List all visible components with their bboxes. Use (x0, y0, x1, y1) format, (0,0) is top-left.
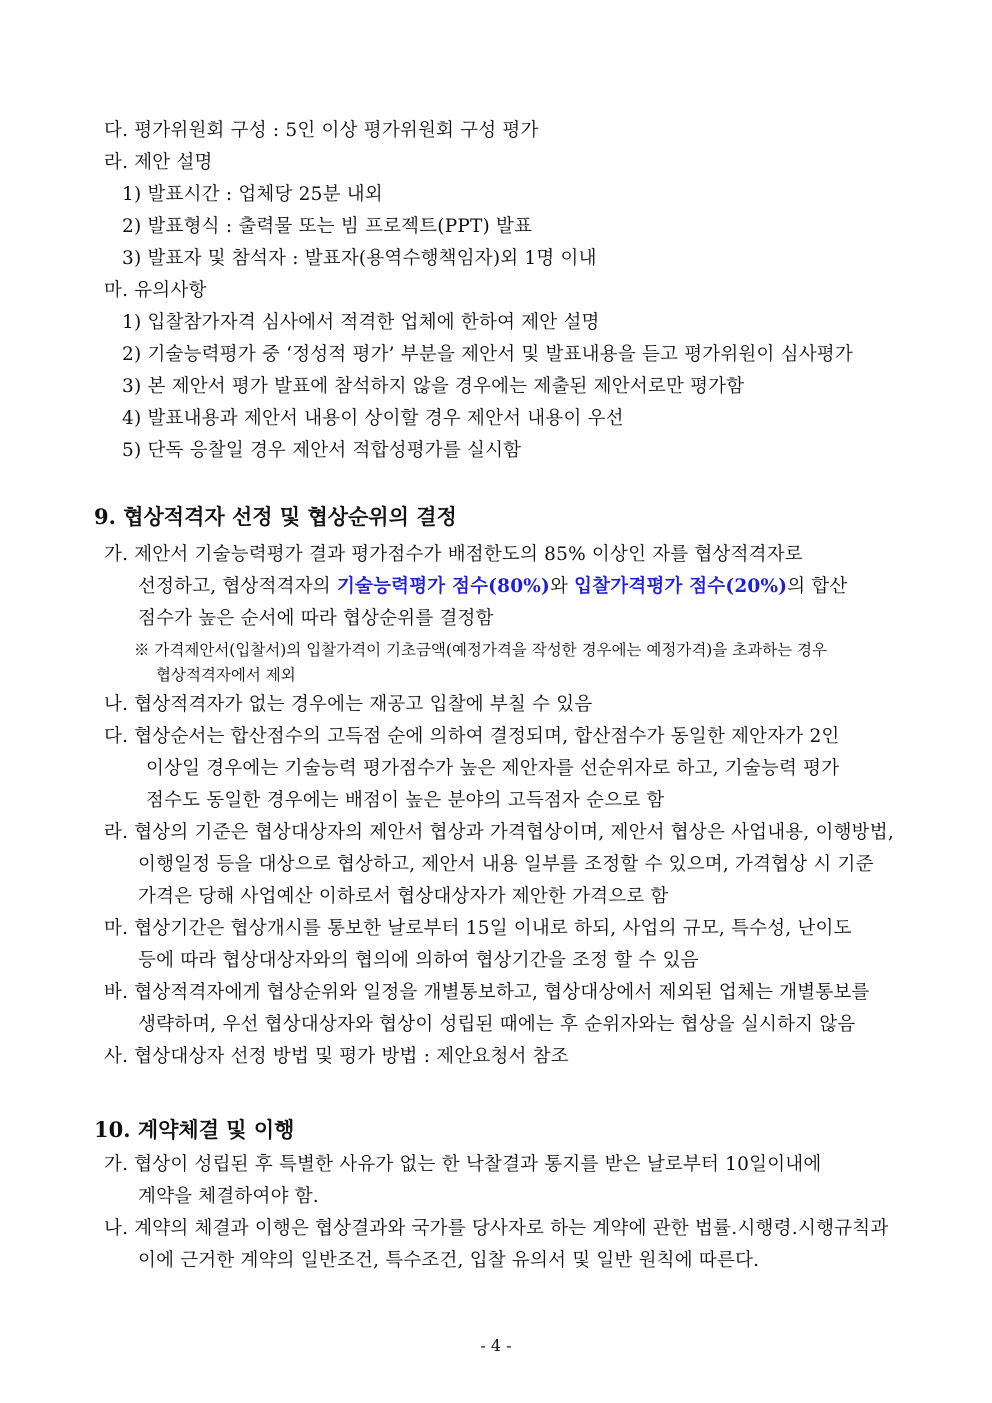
s9-na: 나. 협상적격자가 없는 경우에는 재공고 입찰에 부칠 수 있음 (104, 694, 593, 715)
s9-note-line-2: 협상적격자에서 제외 (156, 666, 296, 684)
s10-ga-line-2: 계약을 체결하여야 함. (138, 1186, 319, 1207)
section-9-heading: 9. 협상적격자 선정 및 협상순위의 결정 (94, 504, 457, 529)
subitem-presentation-format: 2) 발표형식 : 출력물 또는 빔 프로젝트(PPT) 발표 (122, 216, 533, 237)
s9-ra-line-2: 이행일정 등을 대상으로 협상하고, 제안서 내용 일부를 조정할 수 있으며, 가격협상 시 기준 (138, 854, 874, 875)
s10-ga-line-1: 가. 협상이 성립된 후 특별한 사유가 없는 한 낙찰결과 통지를 받은 날로부터 10일이내에 (104, 1154, 822, 1175)
s9-ga-line-2-mid: 와 (550, 576, 575, 597)
s9-ga-line-3: 점수가 높은 순서에 따라 협상순위를 결정함 (138, 608, 494, 629)
s9-da-line-3: 점수도 동일한 경우에는 배점이 높은 분야의 고득점자 순으로 함 (146, 790, 665, 811)
s9-ga-line-2-post: 의 합산 (787, 576, 848, 597)
item-ma-notes: 마. 유의사항 (104, 280, 207, 301)
s9-ma-line-2: 등에 따라 협상대상자와의 협의에 의하여 협상기간을 조정 할 수 있음 (138, 950, 699, 971)
subitem-note-5: 5) 단독 응찰일 경우 제안서 적합성평가를 실시함 (122, 440, 522, 461)
section-10-heading: 10. 계약체결 및 이행 (94, 1117, 295, 1142)
subitem-note-4: 4) 발표내용과 제안서 내용이 상이할 경우 제안서 내용이 우선 (122, 408, 624, 429)
s9-ra-line-1: 라. 협상의 기준은 협상대상자의 제안서 협상과 가격협상이며, 제안서 협상은 사업내용, 이행방법, (104, 822, 894, 843)
s9-sa: 사. 협상대상자 선정 방법 및 평가 방법 : 제안요청서 참조 (104, 1046, 569, 1067)
tech-score-highlight: 기술능력평가 점수(80%) (336, 576, 550, 597)
item-da-evaluation-committee: 다. 평가위원회 구성 : 5인 이상 평가위원회 구성 평가 (104, 120, 539, 141)
s9-ga-line-1: 가. 제안서 기술능력평가 결과 평가점수가 배점한도의 85% 이상인 자를 협상적격자로 (104, 544, 803, 565)
subitem-presentation-time: 1) 발표시간 : 업체당 25분 내외 (122, 184, 383, 205)
page-number: - 4 - (480, 1336, 512, 1355)
subitem-presenters: 3) 발표자 및 참석자 : 발표자(용역수행책임자)외 1명 이내 (122, 248, 597, 269)
s9-ma-line-1: 마. 협상기간은 협상개시를 통보한 날로부터 15일 이내로 하되, 사업의 규모, 특수성, 난이도 (104, 918, 852, 939)
subitem-note-1: 1) 입찰참가자격 심사에서 적격한 업체에 한하여 제안 설명 (122, 312, 600, 333)
s9-ba-line-2: 생략하며, 우선 협상대상자와 협상이 성립된 때에는 후 순위자와는 협상을 실시하지 않음 (138, 1014, 856, 1035)
s9-da-line-1: 다. 협상순서는 합산점수의 고득점 순에 의하여 결정되며, 합산점수가 동일한 제안자가 2인 (104, 726, 840, 747)
subitem-note-3: 3) 본 제안서 평가 발표에 참석하지 않을 경우에는 제출된 제안서로만 평가함 (122, 376, 745, 397)
s9-ga-line-2 (138, 575, 848, 599)
s10-na-line-1: 나. 계약의 체결과 이행은 협상결과와 국가를 당사자로 하는 계약에 관한 법률․시행령․시행규칙과 (104, 1218, 889, 1239)
s10-na-line-2: 이에 근거한 계약의 일반조건, 특수조건, 입찰 유의서 및 일반 원칙에 따른다. (138, 1250, 760, 1271)
s9-note-line-1: ※ 가격제안서(입찰서)의 입찰가격이 기초금액(예정가격을 작성한 경우에는 예정가격)을 초과하는 경우 (134, 641, 828, 659)
s9-ga-line-2-pre: 선정하고, 협상적격자의 (138, 576, 337, 597)
s9-ba-line-1: 바. 협상적격자에게 협상순위와 일정을 개별통보하고, 협상대상에서 제외된 업체는 개별통보를 (104, 982, 870, 1003)
s9-ra-line-3: 가격은 당해 사업예산 이하로서 협상대상자가 제안한 가격으로 함 (138, 886, 669, 907)
item-ra-proposal-explanation: 라. 제안 설명 (104, 152, 213, 173)
price-score-highlight: 입찰가격평가 점수(20%) (574, 576, 788, 597)
s9-da-line-2: 이상일 경우에는 기술능력 평가점수가 높은 제안자를 선순위자로 하고, 기술능력 평가 (146, 758, 840, 779)
subitem-note-2: 2) 기술능력평가 중 ‘정성적 평가’ 부분을 제안서 및 발표내용을 듣고 평가위원이 심사평가 (122, 344, 853, 365)
